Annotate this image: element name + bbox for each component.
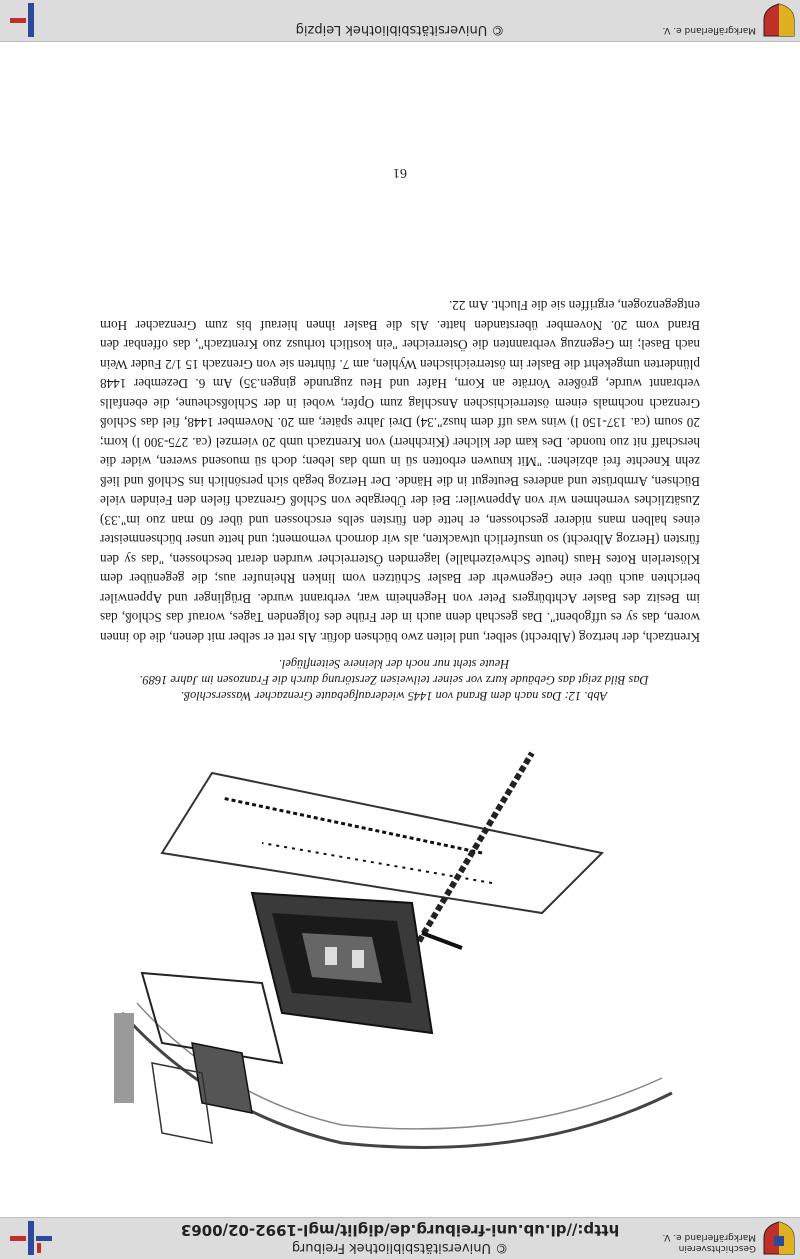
document-url-link[interactable]: http://dl.ub.uni-freiburg.de/diglit/mgl-1992-02/0063 — [180, 1221, 620, 1239]
caption-line: Abb. 12: Das nach dem Brand von 1445 wiederaufgebaute Grenzacher Wasserschloß. — [180, 689, 608, 703]
body-paragraph: Krentzach, der hertzog (Albrecht) selber, und leiten zwo büchsen dofür. Als rett er selber mit denen, die do innen woren, das sy es uffgobent". Das geschah denn auch in der Frühe des folgenden Tages, worauf das Schloß, das im Besitz des Basler Achtbürgers Peter von Hegenheim war, verbrannt wurde. Brüglinger und Appenwiler berichten auch über eine Gegenwehr der Basler Schützen vom linken Rheinufer aus; die gegenüber dem Klösterlein Rotes Haus (heute Schweizerhalle) lagernden Österreicher wurden derart beschossen, "das sy den fürsten (Herzog Albrecht) so unsuferlich utwackten, als wir dornoch vernoment; und hette unser büchsenmeister eines halben mans niderer geschossen, er hette den fürsten selbs erschossen und über 60 man zuo im".33) Zusätzliches vernehmen wir von Appenwiler: Bei der Übergabe von Schloß Grenzach fielen den Feinden viele Büchsen, Armbrüste und anderes Beutegut in die Hände. Der Herzog begab sich persönlich ins Schloß und ließ zehn Knechte frei abziehen: "Mit knuwen erbotten sü in umb das leben; doch sü muosend sweren, wider die herschaff nit zuo tuonde. Des kam der kilcher (Kirchherr) von Krentzach umb 20 viernzel (ca. 275-300 l) korn; 20 soum (ca. 137-150 l) wins was uff dem husz".34) Drei Jahre später, am 20. November 1448, fiel das Schloß Grenzach nochmals einem österreichischen Anschlag zum Opfer, wobei in der Schloßscheune, die ebenfalls verbrannt wurde, größere Vorräte an Korn, Hafer und Heu zugrunde gingen.35) Am 6. Dezember 1448 plünderten umgekehrt die Basler im österreichischen Wyhlen, am 7. führten sie von Grenzach 15 1/2 Fuder Wein nach Basel; im Gegenzug verbrannten die Österreicher "ein kostlich torhusz zuo Krentzach", das offenbar den Brand vom 20. November überstanden hatte. Als die Basler ihnen hierauf bis zum Grenzacher Horn entgegenzogen, ergriffen sie die Flucht. Am 22. — [100, 298, 700, 645]
viewer-footer-bar — [0, 0, 800, 42]
society-line: Markgräflerland e. V. — [662, 1232, 756, 1242]
viewer-header-bar — [0, 1217, 800, 1259]
society-name: Markgräflerland e. V. — [662, 25, 756, 35]
copyright-notice: © Universitätsbibliothek Leipzig — [295, 22, 505, 37]
body-text — [100, 296, 700, 647]
castle-engraving-figure — [102, 713, 682, 1173]
page-number: 61 — [393, 165, 407, 180]
library-logo-icon — [6, 1221, 56, 1255]
society-line: Geschichtsverein — [678, 1243, 756, 1253]
caption-line: Das Bild zeigt das Gebäude kurz vor seiner teilweisen Zerstörung durch die Franzosen im Jahre 1689. — [139, 673, 649, 687]
caption-line: Heute steht nur noch der kleinere Seitenflügel. — [278, 657, 510, 671]
copyright-notice: © Universitätsbibliothek Freiburg — [291, 1240, 509, 1255]
library-logo-icon — [6, 3, 56, 37]
figure-caption — [84, 656, 704, 704]
